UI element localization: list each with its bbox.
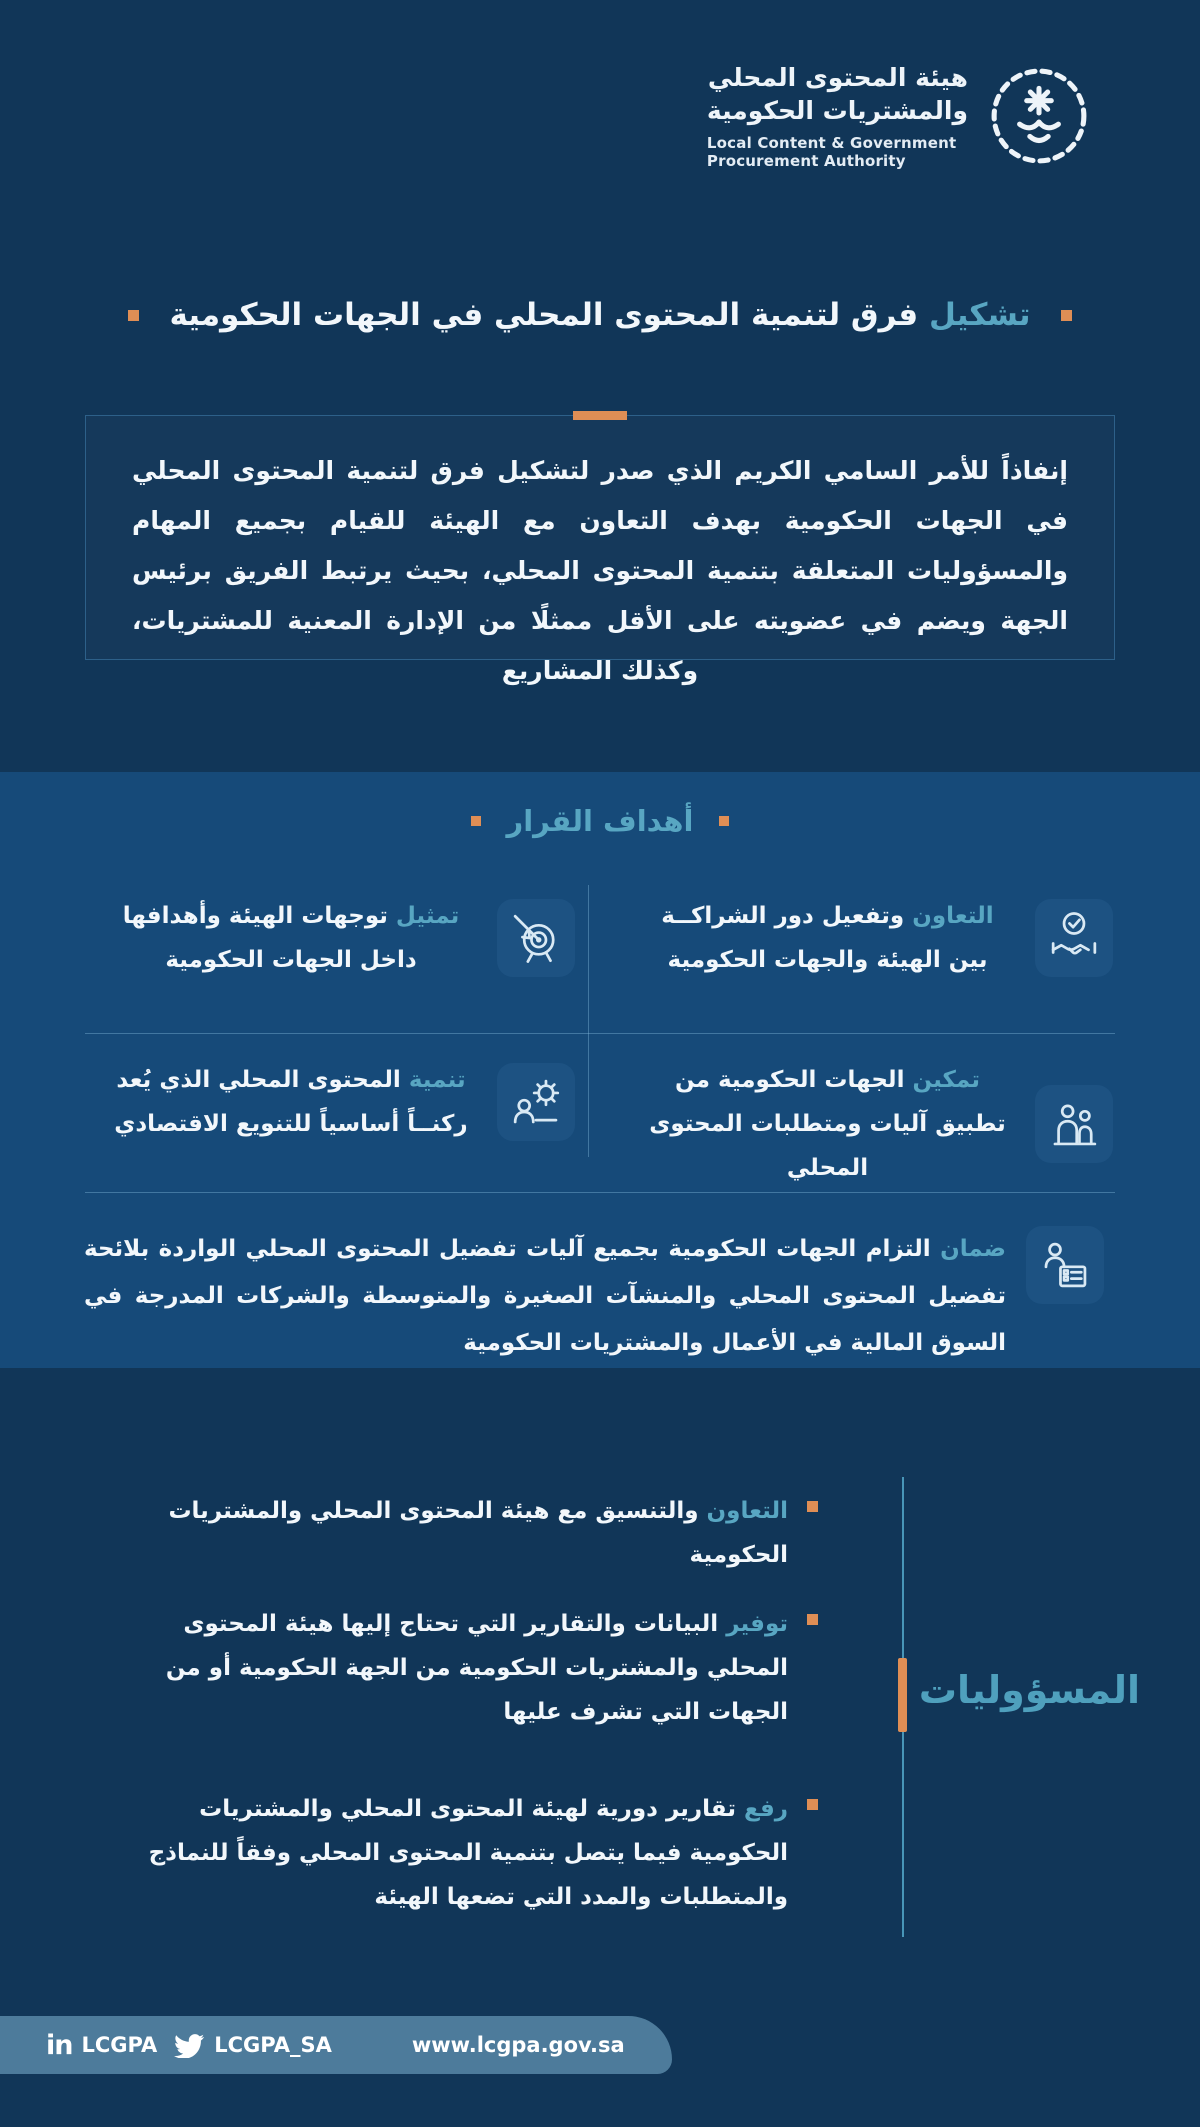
page-title-rest: فرق لتنمية المحتوى المحلي في الجهات الحكومية [169,297,919,333]
icon-tile [1035,1085,1113,1163]
objectives-heading: أهداف القرار [506,804,694,838]
objectives-accent-square-left [471,816,481,826]
responsibility-rest: تقارير دورية لهيئة المحتوى المحلي والمشتريات الحكومية فيما يتصل بتنمية المحتوى المحلي وفقاً للنماذج والمتطلبات والمدد التي تضعها الهيئة [148,1796,788,1910]
title-accent-square-right [1061,310,1072,321]
twitter-icon[interactable] [173,2032,205,2058]
intro-paragraph: إنفاذاً للأمر السامي الكريم الذي صدر لتشكيل فرق لتنمية المحتوى المحلي في الجهات الحكومية بهدف التعاون مع الهيئة للقيام بجميع المهام والمسؤوليات المتعلقة بتنمية المحتوى المحلي، بحيث يرتبط الفريق برئيس الجهة ويضم في عضويته على الأقل ممثلًا من الإدارة المعنية للمشتريات، وكذلك المشاريع [132,456,1068,685]
title-accent-square-left [128,310,139,321]
responsibility-item [128,1489,788,1577]
person-checklist-icon [1036,1236,1094,1294]
objectives-heading-row [0,804,1200,838]
objective-item-cooperation [640,894,1113,982]
objective-highlight: التعاون [912,903,994,929]
page-title-row [0,297,1200,333]
responsibility-item [128,1602,788,1734]
objective-text [105,1058,477,1146]
lcgpa-emblem-icon [988,65,1090,167]
brand-name-english-line1: Local Content & Government [706,134,957,152]
responsibilities-heading: المسؤوليات [918,1668,1140,1712]
bullet-square-icon [807,1614,818,1625]
brand-name-arabic-line1: هيئة المحتوى المحلي [707,63,968,92]
responsibility-highlight: التعاون [706,1498,788,1524]
brand-name-arabic-line2: والمشتريات الحكومية [706,95,968,125]
responsibilities-divider-accent [898,1658,907,1732]
objective-text [640,1058,1015,1190]
icon-tile [1026,1226,1104,1304]
objective-item-development [105,1058,575,1146]
objectives-horizontal-divider-2 [85,1192,1115,1193]
handshake-check-icon [1045,909,1103,967]
brand-logo [707,62,1090,170]
objective-item-guarantee [84,1226,1104,1367]
linkedin-icon[interactable]: in [46,2029,73,2061]
intro-accent-dash [573,411,627,420]
twitter-handle[interactable]: LCGPA_SA [214,2033,332,2057]
icon-tile [497,1063,575,1141]
objectives-vertical-divider [588,885,589,1157]
bullet-square-icon [807,1799,818,1810]
icon-tile [497,899,575,977]
responsibility-item [128,1787,788,1919]
footer-bar [0,2016,672,2074]
intro-box [85,415,1115,685]
people-icon [1045,1095,1103,1153]
responsibility-highlight: توفير [726,1611,788,1637]
responsibility-rest: والتنسيق مع هيئة المحتوى المحلي والمشتريات الحكومية [168,1498,788,1568]
brand-name-english-line2: Procurement Authority [706,152,906,170]
objective-item-representation [105,894,575,982]
page-title-highlight: تشكيل [929,297,1031,333]
objectives-accent-square-right [719,816,729,826]
objective-highlight: تمثيل [395,903,460,929]
bullet-square-icon [807,1501,818,1512]
responsibility-highlight: رفع [743,1796,788,1822]
objective-rest: توجهات الهيئة وأهدافها داخل الجهات الحكومية [122,903,417,973]
objective-rest: الجهات الحكومية من تطبيق آليات ومتطلبات المحتوى المحلي [649,1067,1006,1181]
objective-rest: وتفعيل دور الشراكــة بين الهيئة والجهات الحكومية [661,903,988,973]
objective-text [105,894,477,982]
person-gear-icon [507,1073,565,1131]
icon-tile [1035,899,1113,977]
brand-name-arabic [707,62,968,127]
page-title [169,297,1030,333]
objectives-horizontal-divider-1 [85,1033,1115,1034]
brand-logo-text [707,62,968,170]
objective-highlight: تمكين [912,1067,980,1093]
objective-highlight: ضمان [940,1236,1006,1262]
objective-highlight: تنمية [408,1067,466,1093]
objective-rest: التزام الجهات الحكومية بجميع آليات تفضيل المحتوى المحلي الواردة بلائحة تفضيل المحتوى المحلي والمنشآت الصغيرة والمتوسطة والشركات المدرجة في السوق المالية في الأعمال والمشتريات الحكومية [84,1236,1006,1356]
brand-name-english [707,134,968,170]
website-link[interactable]: www.lcgpa.gov.sa [411,2033,625,2057]
linkedin-handle[interactable]: LCGPA [81,2033,158,2057]
objective-text [84,1226,1006,1367]
objective-text [640,894,1015,982]
responsibility-rest: البيانات والتقارير التي تحتاج إليها هيئة المحتوى المحلي والمشتريات الحكومية من الجهة الحكومية أو من الجهات التي تشرف عليها [165,1611,788,1725]
target-dart-icon [507,909,565,967]
objective-item-enablement [640,1058,1113,1190]
objective-rest: المحتوى المحلي الذي يُعد ركنــاً أساسياً للتنويع الاقتصادي [114,1067,468,1137]
